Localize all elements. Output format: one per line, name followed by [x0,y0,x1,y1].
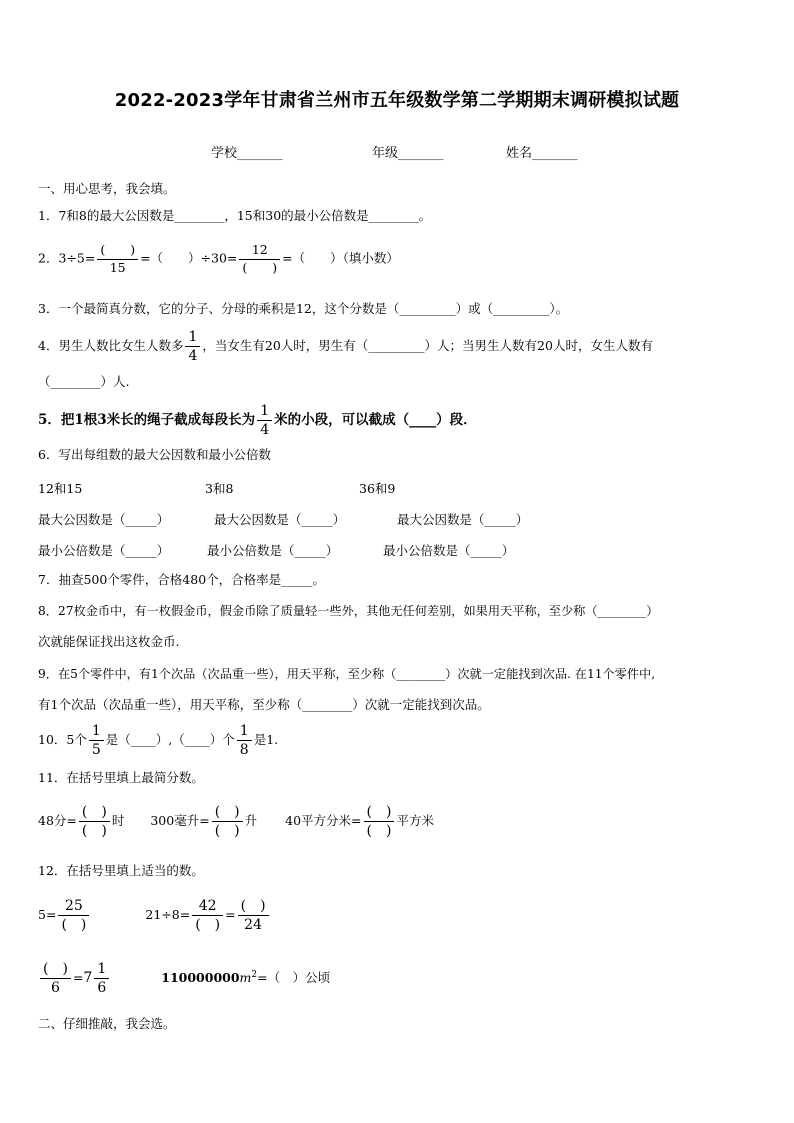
fraction-denominator: 8 [239,742,249,758]
q6-gcd-2: 最大公因数是（_____） [214,512,346,527]
fraction-numerator: 25 [58,899,89,916]
fraction-numerator: 1 [89,724,104,741]
fraction-denominator: 15 [109,259,126,275]
q6-gcd-3: 最大公因数是（_____） [397,512,529,527]
q2-suffix: =（ ）（填小数） [282,250,399,266]
fraction-numerator: ( ) [364,805,395,822]
fraction-numerator: 1 [257,404,272,421]
fraction-numerator: ( ) [97,244,138,260]
q12-d-unit: m [239,970,252,985]
fraction-numerator: 1 [185,330,200,347]
q11-c-suffix: 平方米 [396,813,434,828]
q11-items [38,805,434,838]
q12-a-prefix: 5= [38,907,57,922]
name-field: 姓名_______ [506,146,578,161]
question-5 [38,404,477,437]
fraction-denominator: 5 [91,742,101,758]
fraction-numerator: 1 [237,724,252,741]
fraction-numerator: ( ) [212,805,243,822]
q6-lcm-3: 最小公倍数是（_____） [383,543,515,558]
q4-suffix: ，当女生有20人时，男生有（_________）人；当男生人数有20人时，女生人数有 [202,338,653,353]
fraction-numerator: ( ) [40,962,71,979]
question-3: 3．一个最简真分数，它的分子、分母的乘积是12，这个分数是（_________）或（_________）。 [38,301,569,316]
fraction-numerator: 12 [239,244,280,260]
question-4-line-2: （________）人. [38,374,130,389]
fraction-denominator: ( ) [366,823,392,839]
fraction-denominator: ( ) [242,259,278,275]
question-11: 11．在括号里填上最简分数。 [38,770,204,785]
q12-row-2 [38,962,330,995]
q10-prefix: 10．5个 [38,732,87,747]
q12-c2-fraction [94,962,109,995]
fraction-denominator: 6 [97,980,107,996]
q6-lcm-1: 最小公倍数是（_____） [38,543,170,558]
grade-field: 年级_______ [372,146,444,161]
question-4 [38,330,653,363]
question-9: 9．在5个零件中，有1个次品（次品重一些），用天平称，至少称（________）次就一定能找到次品. 在11个零件中, [38,667,656,681]
q2-prefix: 2．3÷5= [38,250,96,266]
fraction-numerator: 42 [192,899,223,916]
q6-group-2: 3和8 [205,481,234,496]
q12-d-exponent: 2 [251,969,258,980]
q11-a-prefix: 48分= [38,813,77,828]
question-1: 1．7和8的最大公因数是________，15和30的最小公倍数是________。 [38,208,432,223]
q11-b-prefix: 300毫升= [150,813,210,828]
q5-suffix: 米的小段，可以截成（____）段． [274,412,477,428]
question-9-line-2: 有1个次品（次品重一些），用天平称，至少称（________）次就一定能找到次品。 [38,697,490,712]
fraction-denominator: 4 [260,422,270,438]
q4-fraction [185,330,200,363]
q10-fraction-2 [237,724,252,757]
fraction-denominator: ( ) [81,823,107,839]
q11-b-suffix: 升 [244,813,258,828]
q6-group-3: 36和9 [359,481,396,496]
fraction-denominator: 6 [51,980,60,996]
q11-a-fraction [79,805,110,838]
q11-b-fraction [212,805,243,838]
q12-c-equals: = [72,970,84,985]
q4-prefix: 4．男生人数比女生人数多 [38,338,184,353]
page-title: 2022-2023学年甘肃省兰州市五年级数学第二学期期末调研模拟试题 [114,90,680,111]
question-10 [38,724,278,757]
q10-suffix: 是1. [253,732,279,747]
q11-a-suffix: 时 [111,813,125,828]
question-8-line-2: 次就能保证找出这枚金币. [38,634,180,649]
q12-b2-fraction [238,899,269,932]
fraction-numerator: ( ) [79,805,110,822]
q2-middle: =（ ）÷30= [140,250,238,266]
q11-c-prefix: 40平方分米= [285,813,362,828]
fraction-denominator: ( ) [195,917,221,933]
q10-fraction-1 [89,724,104,757]
q12-b-prefix: 21÷8= [145,907,191,922]
q6-gcd-1: 最大公因数是（_____） [38,512,170,527]
q10-middle: 是（____）,（____）个 [105,732,235,747]
question-2 [38,244,399,274]
q12-b-fraction [192,899,223,932]
question-8: 8．27枚金币中，有一枚假金币，假金币除了质量轻一些外，其他无任何差别，如果用天平称，至少称（________） [38,604,659,618]
q6-group-1: 12和15 [38,481,83,496]
q12-c-whole: 7 [83,970,93,986]
fraction-denominator: 24 [244,917,262,933]
q11-c-fraction [364,805,395,838]
fraction-denominator: ( ) [214,823,240,839]
fraction-denominator: 4 [188,348,198,364]
q2-fraction-1 [97,244,138,274]
q12-a-fraction [58,899,89,932]
fraction-numerator: 1 [94,962,109,979]
q6-lcm-2: 最小公倍数是（_____） [207,543,339,558]
q5-prefix: 5．把1根3米长的绳子截成每段长为 [38,412,256,428]
fraction-denominator: ( ) [61,917,87,933]
q12-row-1 [38,899,271,932]
q12-c-fraction [40,962,71,995]
question-6: 6．写出每组数的最大公因数和最小公倍数 [38,447,271,462]
q12-d-prefix: 110000000 [161,970,240,985]
q12-d-suffix: =（ ）公顷 [257,970,331,985]
section-heading-1: 一、用心思考，我会填。 [38,181,176,196]
question-12: 12．在括号里填上适当的数。 [38,863,204,878]
question-7: 7．抽查500个零件，合格480个，合格率是_____。 [38,572,325,587]
q2-fraction-2 [239,244,280,274]
section-heading-2: 二、仔细推敲，我会选。 [38,1016,176,1031]
q12-b-equals: = [225,907,236,922]
q5-fraction [257,404,272,437]
school-field: 学校_______ [211,146,283,161]
fraction-numerator: ( ) [238,899,269,916]
